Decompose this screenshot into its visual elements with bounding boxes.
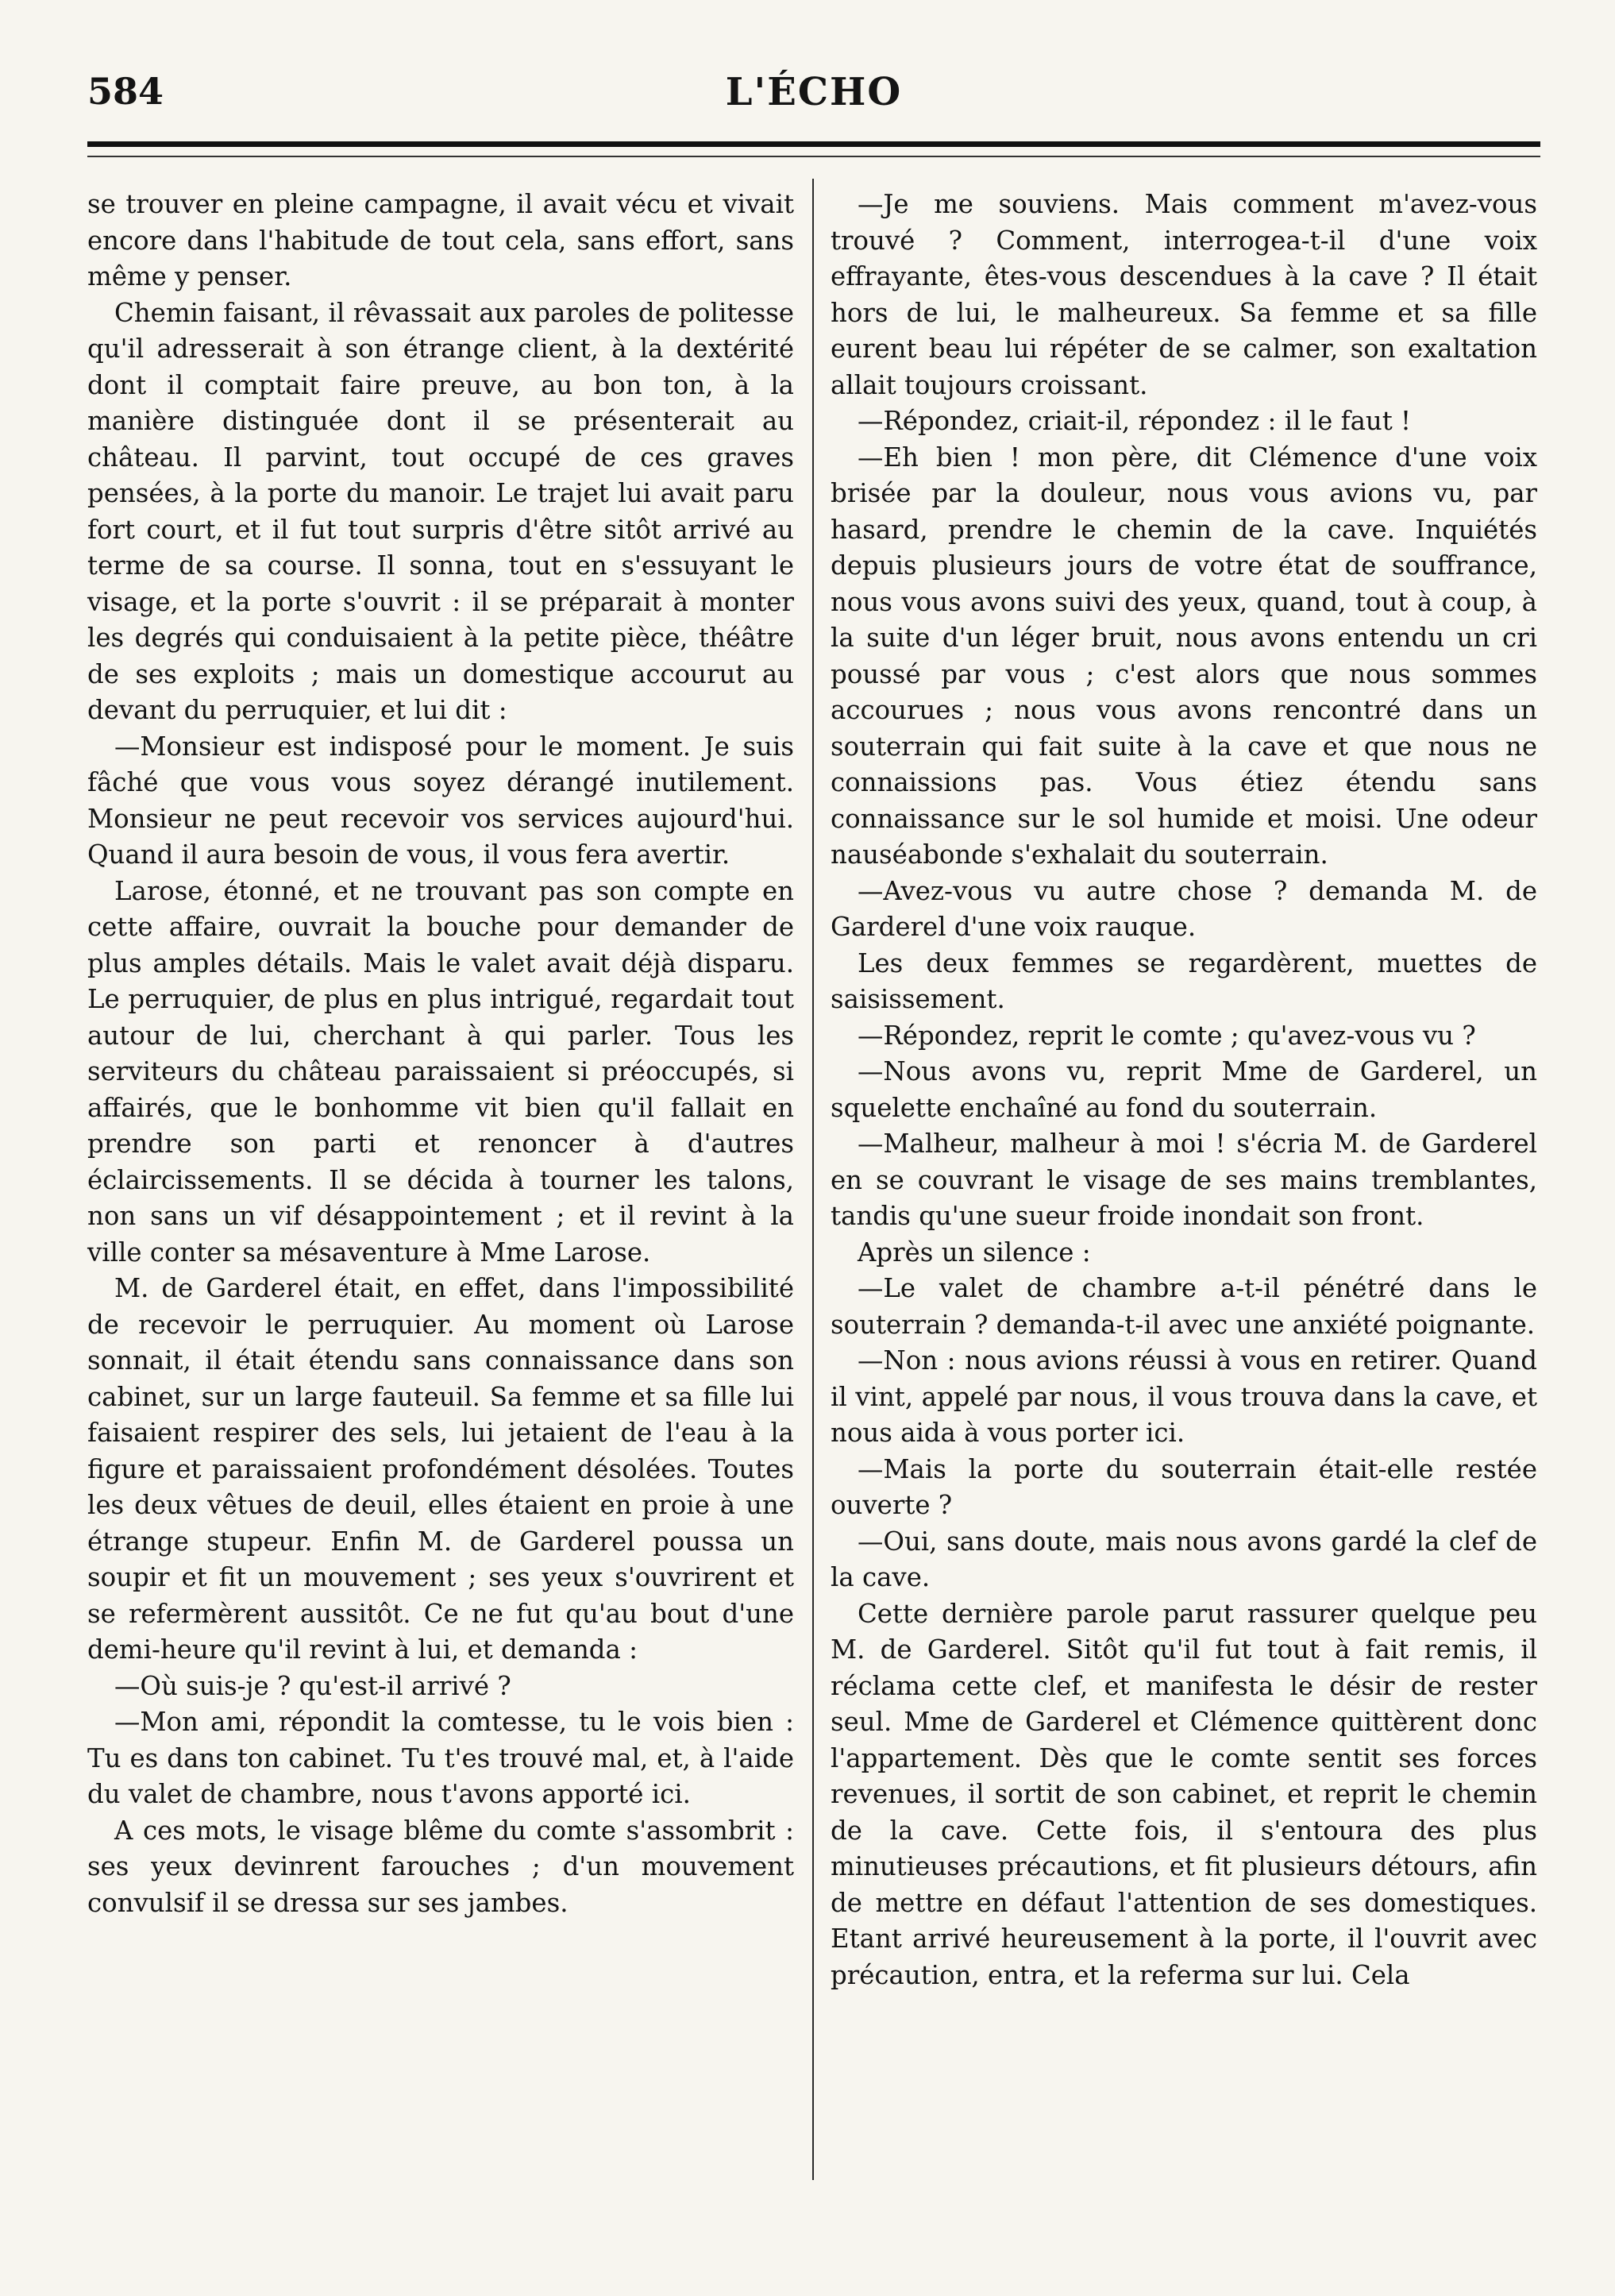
column-divider [812, 179, 814, 2180]
paragraph: —Le valet de chambre a-t-il pénétré dans le souterrain ? demanda-t-il avec une anxiété poignante. [831, 1273, 1537, 1340]
paragraph: —Non : nous avions réussi à vous en retirer. Quand il vint, appelé par nous, il vous trouva dans la cave, et nous aida à vous porter ici. [831, 1345, 1537, 1448]
paragraph: —Monsieur est indisposé pour le moment. Je suis fâché que vous vous soyez dérangé inutilement. Monsieur ne peut recevoir vos services aujourd'hui. Quand il aura besoin de vous, il vous fera avertir. [87, 731, 794, 870]
paragraph: A ces mots, le visage blême du comte s'assombrit : ses yeux devinrent farouches ; d'un mouvement convulsif il se dressa sur ses jambes. [87, 1815, 794, 1918]
left-column [87, 187, 794, 1921]
paragraph: —Répondez, criait-il, répondez : il le faut ! [858, 406, 1412, 436]
paragraph: —Malheur, malheur à moi ! s'écria M. de Garderel en se couvrant le visage de ses mains tremblantes, tandis qu'une sueur froide inondait son front. [831, 1129, 1537, 1231]
paragraph: —Mon ami, répondit la comtesse, tu le vois bien : Tu es dans ton cabinet. Tu t'es trouvé mal, et, à l'aide du valet de chambre, nous t'avons apporté ici. [87, 1707, 794, 1809]
paragraph: Chemin faisant, il rêvassait aux paroles de politesse qu'il adresserait à son étrange client, à la dextérité dont il comptait faire preuve, au bon ton, à la manière distinguée dont il se présenterait au château. Il parvint, tout occupé de ces graves pensées, à la porte du manoir. Le trajet lui avait paru fort court, et il fut tout surpris d'être sitôt arrivé au terme de sa course. Il sonna, tout en s'essuyant le visage, et la porte s'ouvrit : il se préparait à monter les degrés qui conduisaient à la petite pièce, théâtre de ses exploits ; mais un domestique accourut au devant du perruquier, et lui dit : [87, 297, 794, 725]
paragraph: —Avez-vous vu autre chose ? demanda M. de Garderel d'une voix rauque. [831, 875, 1537, 942]
journal-title: L'ÉCHO [725, 70, 903, 114]
paragraph: —Eh bien ! mon père, dit Clémence d'une voix brisée par la douleur, nous vous avions vu, par hasard, prendre le chemin de la cave. Inquiétés depuis plusieurs jours de votre état de souffrance, nous vous avons suivi des yeux, quand, tout à coup, à la suite d'un léger bruit, nous avons entendu un cri poussé par vous ; c'est alors que nous sommes accourues ; nous vous avons rencontré dans un souterrain qui fait suite à la cave et que nous ne connaissions pas. Vous étiez étendu sans connaissance sur le sol humide et moisi. Une odeur nauséabonde s'exhalait du souterrain. [831, 442, 1537, 870]
paragraph: Larose, étonné, et ne trouvant pas son compte en cette affaire, ouvrait la bouche pour demander de plus amples détails. Mais le valet avait déjà disparu. Le perruquier, de plus en plus intrigué, regardait tout autour de lui, cherchant à qui parler. Tous les serviteurs du château paraissaient si préoccupés, si affairés, que le bonhomme vit bien qu'il fallait en prendre son parti et renoncer à d'autres éclaircissements. Il se décida à tourner les talons, non sans un vif désappointement ; et il revint à la ville conter sa mésaventure à Mme Larose. [87, 875, 794, 1268]
page-number: 584 [87, 70, 164, 113]
paragraph: se trouver en pleine campagne, il avait vécu et vivait encore dans l'habitude de tout cela, sans effort, sans même y penser. [87, 189, 794, 291]
paragraph: —Où suis-je ? qu'est-il arrivé ? [114, 1670, 511, 1701]
header-rule-thin [87, 156, 1540, 157]
paragraph: Après un silence : [858, 1237, 1091, 1268]
page-header [87, 70, 1540, 125]
paragraph: —Je me souviens. Mais comment m'avez-vous trouvé ? Comment, interrogea-t-il d'une voix effrayante, êtes-vous descendues à la cave ? Il était hors de lui, le malheureux. Sa femme et sa fille eurent beau lui répéter de se calmer, son exaltation allait toujours croissant. [831, 189, 1537, 400]
paragraph: —Répondez, reprit le comte ; qu'avez-vous vu ? [858, 1020, 1476, 1051]
paragraph: —Nous avons vu, reprit Mme de Garderel, un squelette enchaîné au fond du souterrain. [831, 1056, 1537, 1123]
paragraph: Cette dernière parole parut rassurer quelque peu M. de Garderel. Sitôt qu'il fut tout à fait remis, il réclama cette clef, et manifesta le désir de rester seul. Mme de Garderel et Clémence quittèrent donc l'appartement. Dès que le comte sentit ses forces revenues, il sortit de son cabinet, et reprit le chemin de la cave. Cette fois, il s'entoura des plus minutieuses précautions, et fit plusieurs détours, afin de mettre en défaut l'attention de ses domestiques. Etant arrivé heureusement à la porte, il l'ouvrit avec précaution, entra, et la referma sur lui. Cela [831, 1598, 1537, 1990]
paragraph: —Mais la porte du souterrain était-elle restée ouverte ? [831, 1453, 1537, 1520]
right-column [831, 187, 1537, 1993]
paragraph: M. de Garderel était, en effet, dans l'impossibilité de recevoir le perruquier. Au moment où Larose sonnait, il était étendu sans connaissance dans son cabinet, sur un large fauteuil. Sa femme et sa fille lui faisaient respirer des sels, lui jetaient de l'eau à la figure et paraissaient profondément désolées. Toutes les deux vêtues de deuil, elles étaient en proie à une étrange stupeur. Enfin M. de Garderel poussa un soupir et fit un mouvement ; ses yeux s'ouvrirent et se refermèrent aussitôt. Ce ne fut qu'au bout d'une demi-heure qu'il revint à lui, et demanda : [87, 1273, 794, 1665]
header-rule-thick [87, 141, 1540, 147]
paragraph: —Oui, sans doute, mais nous avons gardé la clef de la cave. [831, 1526, 1537, 1592]
paragraph: Les deux femmes se regardèrent, muettes de saisissement. [831, 947, 1537, 1014]
